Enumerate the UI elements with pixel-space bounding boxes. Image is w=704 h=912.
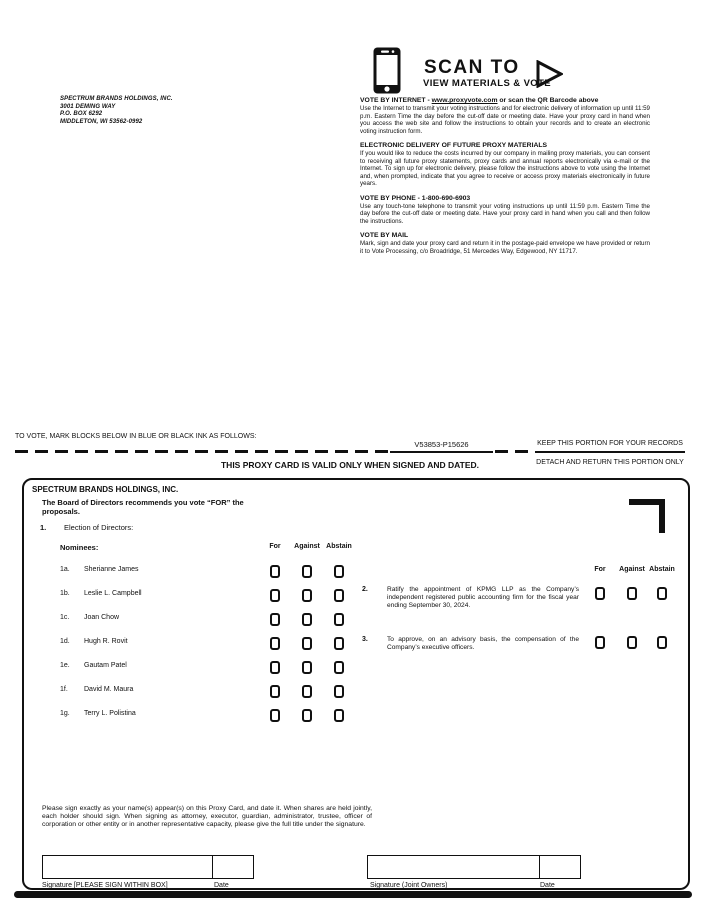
vote-by-mail	[360, 232, 650, 255]
nominee-id: 1a.	[60, 566, 70, 573]
nominees-label: Nominees:	[60, 543, 99, 552]
signature-instructions: Please sign exactly as your name(s) appear(s) on this Proxy Card, and date it. When shares are held jointly, each holder should sign. When signing as attorney, executor, guardian, administrator, trustee, officer of corporation or other entity or in another representative capacity, please give the full title under the signature.	[42, 805, 372, 829]
nominee-row-1d	[24, 638, 692, 652]
keep-portion-note: KEEP THIS PORTION FOR YOUR RECORDS	[535, 440, 685, 453]
heading-suffix: or scan the QR Barcode above	[497, 97, 599, 104]
checkbox-1b-against[interactable]	[302, 589, 312, 602]
nominee-row-1a	[24, 566, 692, 580]
proxyvote-link[interactable]: www.proxyvote.com	[431, 97, 498, 104]
checkbox-2-against[interactable]	[627, 587, 637, 600]
checkbox-1c-abstain[interactable]	[334, 613, 344, 626]
checkbox-1f-for[interactable]	[270, 685, 280, 698]
electronic-delivery-heading: ELECTRONIC DELIVERY OF FUTURE PROXY MATERIALS	[360, 142, 548, 149]
checkbox-3-abstain[interactable]	[657, 636, 667, 649]
card-bottom-rule	[14, 891, 692, 898]
nominee-name: Hugh R. Rovit	[84, 638, 128, 645]
heading-prefix: VOTE BY INTERNET -	[360, 97, 432, 104]
sender-city: MIDDLETON, WI 53562-0992	[60, 118, 143, 125]
checkbox-3-for[interactable]	[595, 636, 605, 649]
nominee-id: 1f.	[60, 686, 68, 693]
vote-by-phone	[360, 195, 650, 226]
checkbox-1c-against[interactable]	[302, 613, 312, 626]
signature-date-divider	[212, 856, 213, 878]
proposal1-title: Election of Directors:	[64, 523, 134, 532]
card-company-name: SPECTRUM BRANDS HOLDINGS, INC.	[32, 485, 179, 494]
nominee-name: David M. Maura	[84, 686, 134, 693]
checkbox-1f-against[interactable]	[302, 685, 312, 698]
vote-by-mail-heading: VOTE BY MAIL	[360, 232, 409, 239]
checkbox-1g-for[interactable]	[270, 709, 280, 722]
primary-signature-label: Signature [PLEASE SIGN WITHIN BOX]	[42, 882, 168, 889]
sender-company: SPECTRUM BRANDS HOLDINGS, INC.	[60, 96, 173, 102]
checkbox-2-abstain[interactable]	[657, 587, 667, 600]
proposal2-number: 2.	[362, 586, 368, 593]
nominee-name: Leslie L. Campbell	[84, 590, 142, 597]
nominee-name: Joan Chow	[84, 614, 120, 621]
joint-date-field[interactable]	[541, 856, 580, 878]
nominee-id: 1e.	[60, 662, 70, 669]
checkbox-1a-abstain[interactable]	[334, 565, 344, 578]
checkbox-1b-for[interactable]	[270, 589, 280, 602]
mark-instruction: TO VOTE, MARK BLOCKS BELOW IN BLUE OR BLACK INK AS FOLLOWS:	[15, 433, 257, 440]
primary-signature-field[interactable]	[43, 856, 211, 878]
sender-address	[60, 96, 173, 126]
joint-signature-field[interactable]	[368, 856, 538, 878]
column-header-for-right: For	[594, 566, 606, 573]
nominee-row-1f	[24, 686, 692, 700]
column-header-against-right: Against	[619, 566, 645, 573]
nominee-row-1g	[24, 710, 692, 724]
nominee-name: Gautam Patel	[84, 662, 127, 669]
scan-subtitle: VIEW MATERIALS & VOTE	[423, 78, 552, 89]
primary-date-label: Date	[214, 882, 229, 889]
checkbox-2-for[interactable]	[595, 587, 605, 600]
nominee-row-1e	[24, 662, 692, 676]
checkbox-1d-against[interactable]	[302, 637, 312, 650]
joint-signature-box	[367, 855, 581, 879]
vote-by-mail-body: Mark, sign and date your proxy card and return it in the postage-paid envelope we have provided or return it to Vote Processing, c/o Broadridge, 51 Mercedes Way, Edgewood, NY 11717.	[360, 240, 650, 255]
arrow-right-icon	[536, 60, 563, 88]
nominee-name: Terry L. Polistina	[84, 710, 136, 717]
sender-street: 3001 DEMING WAY	[60, 103, 116, 110]
proposal3-number: 3.	[362, 636, 368, 643]
primary-date-field[interactable]	[214, 856, 253, 878]
primary-signature-box	[42, 855, 254, 879]
nominee-id: 1d.	[60, 638, 70, 645]
nominee-name: Sherianne James	[84, 566, 139, 573]
vote-by-internet-heading	[360, 97, 650, 105]
checkbox-1a-against[interactable]	[302, 565, 312, 578]
checkbox-1e-for[interactable]	[270, 661, 280, 674]
signature-date-divider	[539, 856, 540, 878]
detach-return-note: DETACH AND RETURN THIS PORTION ONLY	[536, 459, 684, 466]
checkbox-1c-for[interactable]	[270, 613, 280, 626]
nominee-id: 1b.	[60, 590, 70, 597]
sender-pobox: P.O. BOX 6292	[60, 111, 103, 118]
checkbox-1a-for[interactable]	[270, 565, 280, 578]
joint-date-label: Date	[540, 882, 555, 889]
column-header-abstain-right: Abstain	[649, 566, 675, 573]
vote-by-phone-body: Use any touch-tone telephone to transmit your voting instructions up until 11:59 p.m. Eastern Time the day before the cut-off date or meeting date. Have your proxy card in hand when you call and then follow the instructions.	[360, 202, 650, 225]
nominee-row-1b	[24, 590, 692, 604]
proposal3-text: To approve, on an advisory basis, the compensation of the Company’s executive officers.	[387, 636, 579, 651]
checkbox-1g-abstain[interactable]	[334, 709, 344, 722]
proxy-card	[22, 478, 690, 890]
checkbox-1e-abstain[interactable]	[334, 661, 344, 674]
column-header-abstain-left: Abstain	[326, 543, 352, 550]
checkbox-1g-against[interactable]	[302, 709, 312, 722]
joint-signature-label: Signature (Joint Owners)	[370, 882, 448, 889]
vote-by-phone-heading: VOTE BY PHONE - 1-800-690-6903	[360, 194, 471, 202]
proposal1-number: 1.	[40, 523, 47, 532]
control-number: V53853-P15626	[390, 440, 493, 453]
smartphone-icon	[373, 47, 401, 94]
vote-methods	[360, 97, 650, 262]
checkbox-3-against[interactable]	[627, 636, 637, 649]
nominee-id: 1c.	[60, 614, 70, 621]
detach-dash-left	[15, 450, 388, 453]
column-header-for-left: For	[269, 543, 281, 550]
board-recommendation: The Board of Directors recommends you vote “FOR” the proposals.	[42, 498, 244, 516]
checkbox-1d-for[interactable]	[270, 637, 280, 650]
vote-by-internet	[360, 97, 650, 135]
proposal2-text: Ratify the appointment of KPMG LLP as the Company’s independent registered public accounting firm for the fiscal year ending September 30, 2024.	[387, 586, 579, 609]
detach-dash-mid	[495, 450, 533, 453]
nominee-row-1c	[24, 614, 692, 628]
scan-title: SCAN TO	[424, 57, 520, 78]
checkbox-1f-abstain[interactable]	[334, 685, 344, 698]
checkbox-1b-abstain[interactable]	[334, 589, 344, 602]
electronic-delivery-body: If you would like to reduce the costs incurred by our company in mailing proxy materials, you can consent to receiving all future proxy statements, proxy cards and annual reports electronically via e-mail or the Internet. To sign up for electronic delivery, please follow the instructions above to vote using the Internet and, when prompted, indicate that you agree to receive or access proxy materials electronically in future years.	[360, 150, 650, 187]
column-header-against-left: Against	[294, 543, 320, 550]
electronic-delivery	[360, 142, 650, 188]
nominee-id: 1g.	[60, 710, 70, 717]
vote-by-internet-body: Use the Internet to transmit your voting instructions and for electronic delivery of information up until 11:59 p.m. Eastern Time the day before the cut-off date or meeting date. Have your proxy card in hand when you access the web site and follow the instructions to obtain your records and to create an electronic voting instruction form.	[360, 105, 650, 135]
checkbox-1e-against[interactable]	[302, 661, 312, 674]
checkbox-1d-abstain[interactable]	[334, 637, 344, 650]
valid-when-signed-note: THIS PROXY CARD IS VALID ONLY WHEN SIGNED AND DATED.	[220, 460, 480, 470]
registration-corner-mark	[629, 499, 665, 533]
